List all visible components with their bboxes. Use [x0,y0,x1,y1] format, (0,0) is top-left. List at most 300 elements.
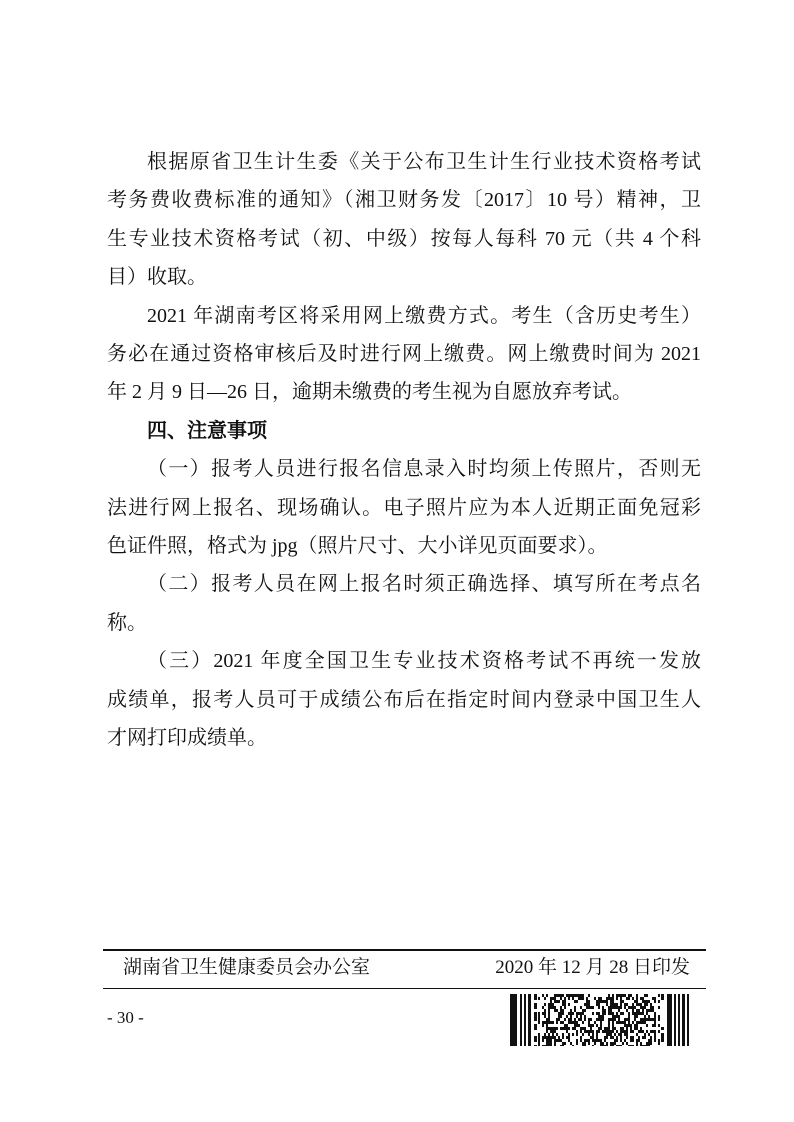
barcode-module [616,997,618,1000]
paragraph-1-line-1: 根据原省卫生计生委《关于公布卫生计生行业技术资格考试 [147,151,701,173]
barcode-module [546,1042,548,1045]
barcode-module [592,1006,594,1009]
barcode-module [586,997,588,1000]
barcode-module [614,1018,616,1021]
barcode-module [616,1036,618,1039]
barcode-module [586,1039,588,1042]
barcode-module [596,1030,598,1033]
barcode-module [578,1024,580,1027]
barcode-module [570,1015,572,1018]
barcode-module [616,1045,618,1046]
barcode-module [632,1006,634,1009]
barcode-module [588,1033,590,1036]
barcode-module [610,1009,612,1012]
barcode-module [644,1006,646,1009]
barcode-module [534,994,537,997]
barcode-module [614,1033,616,1036]
barcode-module [580,1036,582,1039]
barcode-module [612,994,614,997]
barcode-module [576,994,578,997]
barcode-module [600,1024,602,1027]
barcode-module [564,1006,566,1009]
barcode-module [556,1009,558,1012]
barcode-module [650,1042,652,1045]
barcode-module [584,1009,586,1012]
barcode-module [618,1009,620,1012]
barcode-module [546,1018,548,1021]
barcode-module [592,1033,594,1036]
barcode-module [582,997,584,1000]
barcode-module [600,1000,602,1003]
barcode-module [612,1027,614,1030]
barcode-module [620,1030,622,1033]
barcode-module [626,1036,628,1039]
barcode-module [658,994,660,997]
barcode-module [636,1009,638,1012]
barcode-module [580,1018,582,1021]
barcode-module [552,1003,554,1006]
barcode-module [580,994,582,997]
barcode-module [542,1024,544,1027]
barcode-module [554,994,556,997]
barcode-module [534,1003,537,1006]
barcode-module [572,1045,574,1046]
barcode-module [572,1021,574,1024]
barcode-module [624,1003,626,1006]
barcode-module [674,994,676,1046]
barcode-module [544,1009,546,1012]
barcode-module [646,1003,648,1006]
barcode-module [622,1042,624,1045]
barcode-module [606,997,608,1000]
barcode-module [610,1033,612,1036]
barcode-module [562,1027,564,1030]
barcode-module [626,1024,628,1027]
barcode-module [566,1024,568,1027]
barcode-module [626,1009,628,1012]
barcode-module [638,1009,640,1012]
barcode-module [614,1039,616,1042]
barcode-module [548,1012,550,1015]
barcode-module [608,1027,610,1030]
barcode-module [572,994,574,997]
paragraph-1-line-4: 目）收取。 [107,266,207,289]
barcode-module [538,1021,540,1024]
barcode-module [610,1030,612,1033]
barcode-module [636,1000,638,1003]
barcode-module [618,1006,620,1009]
barcode-module [560,1021,562,1024]
barcode-module [584,1030,586,1033]
barcode-module [646,1000,648,1003]
barcode-module [632,1036,634,1039]
barcode-module [584,1039,586,1042]
barcode-module [614,1027,616,1030]
barcode-module [544,1012,546,1015]
barcode-module [574,1006,576,1009]
paragraph-1-line-2: 考务费收费标准的通知》（湘卫财务发〔2017〕10 号）精神，卫 [107,189,701,212]
barcode-module [596,1036,598,1039]
barcode-module [548,1042,550,1045]
barcode-module [568,1018,570,1021]
barcode-module [642,1036,644,1039]
barcode-module [604,1027,606,1030]
page-number: - 30 - [107,1008,144,1027]
item-3 [107,642,701,757]
barcode-module [580,1030,582,1033]
barcode-module [550,1039,552,1042]
barcode-module [560,997,562,1000]
barcode-module [620,997,622,1000]
barcode-module [576,1015,578,1018]
barcode-module [588,994,590,997]
barcode-module [640,1027,642,1030]
barcode-module [624,1006,626,1009]
barcode-module [554,1027,556,1030]
barcode-module [612,1003,614,1006]
barcode-module [554,997,556,1000]
barcode-module [538,997,540,1000]
barcode-module [568,1003,570,1006]
barcode-module [608,1021,610,1024]
barcode-module [602,1006,604,1009]
barcode-module [608,1006,610,1009]
barcode-module [654,1015,656,1018]
barcode-module [632,1045,634,1046]
barcode-module [538,1039,540,1042]
item-1 [107,450,701,565]
barcode-module [634,1018,636,1021]
barcode-module [564,1000,566,1003]
barcode-module [560,994,562,997]
barcode-module [604,1030,606,1033]
barcode-module [602,1015,604,1018]
barcode-module [608,1030,610,1033]
barcode-module [538,1036,540,1039]
barcode-module [654,1012,656,1015]
barcode-module [582,994,584,997]
barcode-module [534,1024,537,1027]
barcode-module [600,1027,602,1030]
barcode-module [602,1045,604,1046]
barcode-module [618,1018,620,1021]
barcode-module [646,994,648,997]
barcode-module [654,1033,656,1036]
barcode-module [608,1012,610,1015]
barcode-module [548,1018,550,1021]
barcode-module [598,1012,600,1015]
barcode-module [588,1021,590,1024]
barcode-module [554,1030,556,1033]
barcode-module [600,1018,602,1021]
barcode-module [650,1036,652,1039]
barcode-module [654,1039,656,1042]
barcode-module [570,1009,572,1012]
barcode-module [548,1039,550,1042]
barcode-module [592,1039,594,1042]
barcode-module [620,1027,622,1030]
barcode-module [616,1015,618,1018]
barcode-module [560,1012,562,1015]
barcode-module [634,1000,636,1003]
barcode-module [550,1027,552,1030]
barcode-module [552,1030,554,1033]
barcode-module [538,1015,540,1018]
barcode-module [638,1021,640,1024]
barcode-module [558,1036,560,1039]
barcode-module [570,994,572,997]
barcode-module [642,1012,644,1015]
barcode-module [568,1027,570,1030]
barcode-module [556,1021,558,1024]
barcode-module [624,1033,626,1036]
barcode-module [564,997,566,1000]
barcode-module [604,1045,606,1046]
barcode-module [632,1003,634,1006]
barcode-module [620,1039,622,1042]
barcode-module [640,997,642,1000]
barcode-module [568,1021,570,1024]
barcode-module [642,1018,644,1021]
barcode-module [612,1018,614,1021]
barcode-module [580,1012,582,1015]
barcode-module [646,1045,648,1046]
barcode-module [646,1012,648,1015]
barcode-module [606,1027,608,1030]
barcode-module [538,1042,540,1045]
barcode-module [654,997,656,1000]
barcode-module [658,1015,660,1018]
barcode-module [632,1039,634,1042]
barcode-module [622,1027,624,1030]
barcode-module [558,1039,560,1042]
barcode-module [626,1027,628,1030]
barcode-module [594,1021,596,1024]
barcode-module [574,994,576,997]
barcode-module [620,1012,622,1015]
barcode-module [626,1018,628,1021]
barcode-module [600,1039,602,1042]
barcode-module [654,1018,656,1021]
barcode-module [638,1039,640,1042]
barcode-module [626,1033,628,1036]
barcode-module [624,1030,626,1033]
barcode-module [562,1036,564,1039]
barcode-module [574,1018,576,1021]
barcode-module [592,1024,594,1027]
barcode-module [614,1015,616,1018]
barcode-module [562,1033,564,1036]
barcode-module [612,1015,614,1018]
barcode-module [642,1009,644,1012]
barcode-module [638,1030,640,1033]
barcode-module [544,1015,546,1018]
barcode-module [546,1021,548,1024]
barcode-module [584,1045,586,1046]
barcode-module [634,1024,636,1027]
barcode-module [562,1009,564,1012]
barcode-module [614,1006,616,1009]
barcode-module [554,1036,556,1039]
barcode-module [558,1012,560,1015]
barcode-module [598,1027,600,1030]
barcode-module [610,1036,612,1039]
barcode-module [630,1024,632,1027]
barcode-module [632,997,634,1000]
barcode-module [582,1021,584,1024]
barcode-module [552,997,554,1000]
barcode-module [598,997,600,1000]
item-2-line-2: 称。 [107,611,147,634]
barcode-module [644,994,646,997]
barcode-module [616,1003,618,1006]
barcode-module [568,1036,570,1039]
barcode-module [644,1021,646,1024]
barcode-module [542,1039,544,1042]
barcode-module [636,1024,638,1027]
footer-top-rule [103,949,706,951]
barcode-module [596,1000,598,1003]
barcode-module [534,1045,537,1046]
barcode-module [654,1024,656,1027]
barcode-module [568,997,570,1000]
barcode-module [566,1036,568,1039]
barcode-module [620,1021,622,1024]
barcode-module [584,1018,586,1021]
item-2-line-1: （二）报考人员在网上报名时须正确选择、填写所在考点名 [147,573,701,596]
barcode-module [582,1033,584,1036]
barcode-module [548,1045,550,1046]
barcode-module [550,1006,552,1009]
barcode-module [626,1003,628,1006]
barcode-module [636,1003,638,1006]
barcode-module [618,1015,620,1018]
barcode-module [638,1036,640,1039]
barcode-module [548,1015,550,1018]
barcode-module [576,1033,578,1036]
barcode-module [650,1039,652,1042]
barcode-module [576,1000,578,1003]
barcode-module [638,1012,640,1015]
barcode-module [586,1030,588,1033]
barcode-module [622,1000,624,1003]
barcode-module [544,1033,546,1036]
barcode-module [574,1000,576,1003]
barcode-module [590,1006,592,1009]
barcode-module [572,1027,574,1030]
barcode-module [552,1033,554,1036]
barcode-module [552,1021,554,1024]
barcode-module [644,1033,646,1036]
barcode-module [570,1021,572,1024]
barcode-module [628,1021,630,1024]
barcode-module [620,1036,622,1039]
barcode-module [544,997,546,1000]
barcode-module [602,1030,604,1033]
barcode-module [630,1030,632,1033]
barcode-module [667,994,672,1046]
barcode-module [636,1033,638,1036]
barcode-module [610,997,612,1000]
barcode-module [652,1024,654,1027]
barcode-module [524,994,526,1046]
barcode-module [562,1012,564,1015]
barcode-module [606,1003,608,1006]
barcode-module [598,1039,600,1042]
barcode-module [572,1033,574,1036]
barcode-module [610,1012,612,1015]
barcode-module [646,1024,648,1027]
barcode-module [658,1000,660,1003]
barcode-module [538,1018,540,1021]
barcode-module [598,1015,600,1018]
barcode-icon [510,994,690,1046]
barcode-module [556,1000,558,1003]
barcode-module [560,1006,562,1009]
barcode-module [618,1045,620,1046]
barcode-module [558,1000,560,1003]
barcode-module [590,1030,592,1033]
barcode-module [584,1015,586,1018]
barcode-module [576,1021,578,1024]
barcode-module [612,1006,614,1009]
barcode-module [602,1042,604,1045]
barcode-module [582,1009,584,1012]
barcode-module [560,1015,562,1018]
barcode-module [564,1042,566,1045]
barcode-module [610,1042,612,1045]
barcode-module [564,1024,566,1027]
barcode-module [592,1045,594,1046]
barcode-module [606,1030,608,1033]
barcode-module [606,1042,608,1045]
barcode-module [558,1018,560,1021]
barcode-module [588,1030,590,1033]
barcode-module [560,1009,562,1012]
barcode-module [558,994,560,997]
barcode-module [648,1018,650,1021]
barcode-module [586,1000,588,1003]
barcode-module [542,1036,544,1039]
barcode-module [576,1042,578,1045]
barcode-module [578,997,580,1000]
barcode-module [636,1021,638,1024]
barcode-module [648,1042,650,1045]
barcode-module [550,1021,552,1024]
barcode-module [576,1024,578,1027]
barcode-module [534,1027,537,1030]
barcode-module [620,1006,622,1009]
barcode-module [654,1021,656,1024]
barcode-module [538,1033,540,1036]
barcode-module [588,1006,590,1009]
barcode-module [542,1012,544,1015]
barcode-module [638,1003,640,1006]
barcode-module [630,1036,632,1039]
barcode-module [634,1027,636,1030]
barcode-module [636,1027,638,1030]
barcode-module [572,1012,574,1015]
item-2 [107,565,701,642]
barcode-module [618,1033,620,1036]
barcode-module [590,1018,592,1021]
barcode-module [658,1039,660,1042]
barcode-module [654,1000,656,1003]
barcode-module [636,997,638,1000]
barcode-module [648,1015,650,1018]
barcode-module [554,1042,556,1045]
barcode-module [592,1012,594,1015]
